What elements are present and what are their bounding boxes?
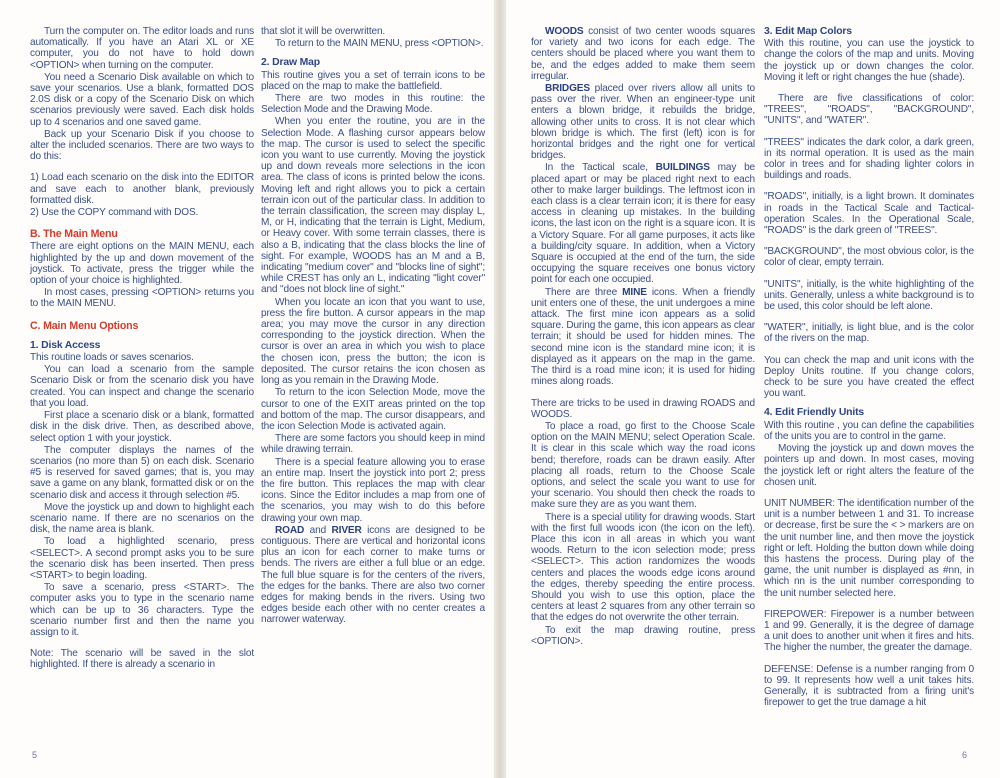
subsection-heading: 3. Edit Map Colors <box>764 26 852 37</box>
paragraph: You can check the map and unit icons with the Deploy Units routine. If you change colors, check to be sure you have created the effect you want. <box>764 354 974 400</box>
paragraph: The computer displays the names of the scenarios (no more than 5) on each disk. Scenario #5 is reserved for saved games; that is, you may save a game on any blank, formatted disk or on the scenario disk and access it through selection #5. <box>30 444 254 501</box>
subsection-heading: 4. Edit Friendly Units <box>764 407 865 419</box>
paragraph: FIREPOWER: Firepower is a number between 1 and 99. Generally, it is the degree of damage a unit does to another unit when it fires and hits. The higher the number, the greater the damage. <box>764 608 974 654</box>
paragraph: To exit the map drawing routine, press <OPTION>. <box>531 624 755 647</box>
section-heading: C. Main Menu Options <box>30 319 139 332</box>
paragraph: "WATER", initially, is light blue, and is the color of the rivers on the map. <box>764 322 974 345</box>
paragraph: There are two modes in this routine: the Selection Mode and the Drawing Mode. <box>261 93 485 116</box>
paragraph <box>531 83 755 161</box>
subsection-heading: 2. Draw Map <box>261 57 320 69</box>
paragraph: This routine loads or saves scenarios. <box>30 352 194 364</box>
text-run: and <box>304 524 332 536</box>
paragraph: "UNITS", initially, is the white highlighting of the units. Generally, unless a white background is to be used, this color should be left alone. <box>764 278 974 313</box>
paragraph: "ROADS", initially, is a light brown. It dominates in roads in the Tactical Scale and Tactical-operation Scales. In the Operational Scale, "ROADS" is the dark green of "TREES". <box>764 191 974 237</box>
paragraph: Turn the computer on. The editor loads and runs automatically. If you have an Atari XL or XE computer, you do not have to hold down <OPTION> when turning on the computer. <box>30 26 254 71</box>
paragraph: "TREES" indicates the dark color, a dark green, in its normal operation. It is used as the main color in trees and for shading lighter colors in buildings and roads. <box>764 136 974 182</box>
paragraph: You can load a scenario from the sample Scenario Disk or from the scenario disk you have created. You can inspect and change the scenario that you load. <box>30 364 254 409</box>
text-run: icons are designed to be contiguous. There are vertical and horizontal icons plus an icon for each corner to make turns or bends. The rivers are either a full blue or an edge. The full blue square is for the centers of the rivers, the edges for the banks. There are also two corner edges for making bends in the rivers. Using two edges beside each other with no center creates a narrower waterway. <box>261 524 485 626</box>
paragraph: There are five classifications of color: "TREES", "ROADS", "BACKGROUND", "UNITS", and "WATER". <box>764 93 974 127</box>
column-3 <box>531 26 755 648</box>
text-run: In the Tactical scale, <box>545 162 656 174</box>
text-run: may be placed apart or may be placed right next to each other to make larger buildings. The leftmost icon in each class is a clear terrain icon; it is there for easy access in cleaning up mistakes. In the building icons, the last icon on the right is a square icon. It is a Victory Square. For all game purposes, it acts like a building/city square. In addition, when a Victory Square is occupied at the end of the turn, the side occupying the square receives one bonus victory point for each one occupied. <box>531 162 756 286</box>
paragraph: There are eight options on the MAIN MENU, each highlighted by the up and down movement of the joystick. To activate, press the trigger while the option of your choice is highlighted. <box>30 241 254 287</box>
paragraph: that slot it will be overwritten. <box>261 26 386 37</box>
paragraph: To load a highlighted scenario, press <SELECT>. A second prompt asks you to be sure the scenario disk has been inserted. Then press <START> to begin loading. <box>30 536 254 581</box>
paragraph: UNIT NUMBER: The identification number of the unit is a number between 1 and 31. To increase or decrease, first be sure the < > markers are on the unit number line, and then move the joystick right or left. Holding the button down while doing this hastens the process. During play of the game, the unit number is displayed as #nn, in which nn is the unit number corresponding to the unit number selected here. <box>764 497 974 599</box>
paragraph: To place a road, go first to the Choose Scale option on the MAIN MENU; select Operation Scale. It is clear in this scale which way the road icons bend; therefore, roads can be drawn easily. After placing all roads, return to the Choose Scale options, and select the scale you want to use for your scenario. You should then check the roads to make sure they are as you want them. <box>531 420 755 511</box>
paragraph: When you locate an icon that you want to use, press the fire button. A cursor appears in the map area; you may move the cursor in any direction corresponding to the joystick direction. When the cursor is over an area in which you wish to place the chosen icon, press the button; the icon is deposited. The cursor retains the icon chosen as long as you remain in the Drawing Mode. <box>261 296 485 387</box>
column-1 <box>30 26 254 672</box>
paragraph: To save a scenario, press <START>. The computer asks you to type in the scenario name which can be up to 36 characters. Type the scenario number first and then the name you assign to it. <box>30 582 254 638</box>
keyword: MINE <box>622 286 647 298</box>
page-number: 6 <box>962 750 968 760</box>
paragraph: There is a special feature allowing you to erase an entire map. Insert the joystick into port 2; press the fire button. This replaces the map with clear icons. Since the Editor includes a map from one of the scenarios, you may wish to do this before drawing your own map. <box>261 456 485 524</box>
paragraph: You need a Scenario Disk available on which to save your scenarios. Use a blank, formatted DOS 2.0S disk or a copy of the Scenario Disk on which scenarios previously were saved. Each disk holds up to 4 scenarios and one saved game. <box>30 71 254 128</box>
text-run: icons. When a friendly unit enters one of these, the unit undergoes a mine attack. The first mine icon appears as a solid square. During the game, this icon appears as clear terrain; it should be used for hidden mines. The second mine icon is the standard mine icon; it is displayed as it appears on the map in the game. The third is a road mine icon; it is used for hiding mines along roads. <box>531 286 756 388</box>
paragraph: There are some factors you should keep in mind while drawing terrain. <box>261 433 485 456</box>
paragraph: Move the joystick up and down to highlight each scenario name. If there are no scenarios on the disk, the name area is blank. <box>30 501 254 536</box>
text-run: consist of two center woods squares for variety and two icons for each edge. The centers should be placed where you want them to be, and the edges added to make them seem irregular. <box>531 26 755 82</box>
keyword: BUILDINGS <box>655 162 710 174</box>
list-item: 1) Load each scenario on the disk into the EDITOR and save each to another blank, previously formatted disk. <box>30 172 254 206</box>
paragraph: "BACKGROUND", the most obvious color, is the color of clear, empty terrain. <box>764 246 974 269</box>
paragraph: To return to the icon Selection Mode, move the cursor to one of the EXIT areas printed on the top and bottom of the map. The cursor disappears, and the icon Selection Mode is activated again. <box>261 387 485 432</box>
paragraph <box>531 162 755 285</box>
backup-list <box>30 172 254 218</box>
paragraph: There are tricks to be used in drawing ROADS and WOODS. <box>531 397 755 420</box>
book-gutter <box>494 0 506 778</box>
keyword: BRIDGES <box>545 83 590 95</box>
paragraph: To return to the MAIN MENU, press <OPTION>. <box>275 38 484 50</box>
paragraph: DEFENSE: Defense is a number ranging from 0 to 99. It represents how well a unit takes hits. Generally, it is subtracted from a firing unit's firepower to get the true damage a hit <box>764 663 974 709</box>
paragraph: Back up your Scenario Disk if you choose to alter the included scenarios. There are two ways to do this: <box>30 128 254 163</box>
paragraph: In most cases, pressing <OPTION> returns you to the MAIN MENU. <box>30 287 254 310</box>
subsection-heading: 1. Disk Access <box>30 339 101 351</box>
column-4 <box>764 26 974 709</box>
text-run: There are three <box>545 286 623 298</box>
paragraph: Moving the joystick up and down moves the pointers up and down. In most cases, moving the joystick left or right alters the feature of the chosen unit. <box>764 443 974 488</box>
section-heading: B. The Main Menu <box>30 228 118 241</box>
paragraph: With this routine , you can define the capabilities of the units you are to control in the game. <box>764 419 974 442</box>
note-paragraph: Note: The scenario will be saved in the slot highlighted. If there is already a scenario in <box>30 648 254 671</box>
paragraph <box>261 525 485 626</box>
keyword: ROAD <box>275 524 305 536</box>
keyword: RIVER <box>331 524 362 536</box>
paragraph <box>531 287 755 388</box>
column-2 <box>261 26 485 627</box>
text-run: placed over rivers allow all units to pass over the river. When an engineer-type unit enters a blown bridge, it rebuilds the bridge, allowing other units to cross. It is not clear which blown bridge is which. The first (left) icon is for horizontal bridges and the right one for vertical bridges. <box>531 83 755 162</box>
paragraph: There is a special utility for drawing woods. Start with the first full woods icon (the icon on the left). Place this icon in all areas in which you want woods. Return to the icon selection mode; press <SELECT>. This action randomizes the woods centers and places the woods edge icons around the edges, thereby speeding the entire process. Should you wish to use this option, place the centers at least 2 squares from any other terrain so that the edges do not overwrite the other terrain. <box>531 511 755 624</box>
page-number: 5 <box>32 750 38 760</box>
paragraph: With this routine, you can use the joystick to change the colors of the map and units. Moving the joystick up or down changes the color. Moving it left or right changes the hue (shade). <box>764 38 974 83</box>
paragraph <box>531 26 755 82</box>
list-item: 2) Use the COPY command with DOS. <box>30 207 199 219</box>
keyword: WOODS <box>545 26 584 37</box>
paragraph: First place a scenario disk or a blank, formatted disk in the disk drive. Then, as described above, select option 1 with your joystick. <box>30 410 254 444</box>
paragraph: This routine gives you a set of terrain icons to be placed on the map to make the battlefield. <box>261 69 485 92</box>
paragraph: When you enter the routine, you are in the Selection Mode. A flashing cursor appears below the map. The cursor is used to select the specific icon you want to use currently. Moving the joystick up and down reveals more selections in the icon area. The class of icons is printed below the icons. Moving left and right allows you to pick a certain terrain icon out of the particular class. In addition to the terrain classification, the screen may display L, M, or H, indicating that the terrain is Light, Medium, or Heavy cover. With some terrain classes, there is also a B, indicating that the class blocks the line of sight. For example, WOODS has an M and a B, indicating "medium cover" and "blocks line of sight"; while CREST has only an L, indicating "light cover" and "does not block line of sight." <box>261 116 485 296</box>
